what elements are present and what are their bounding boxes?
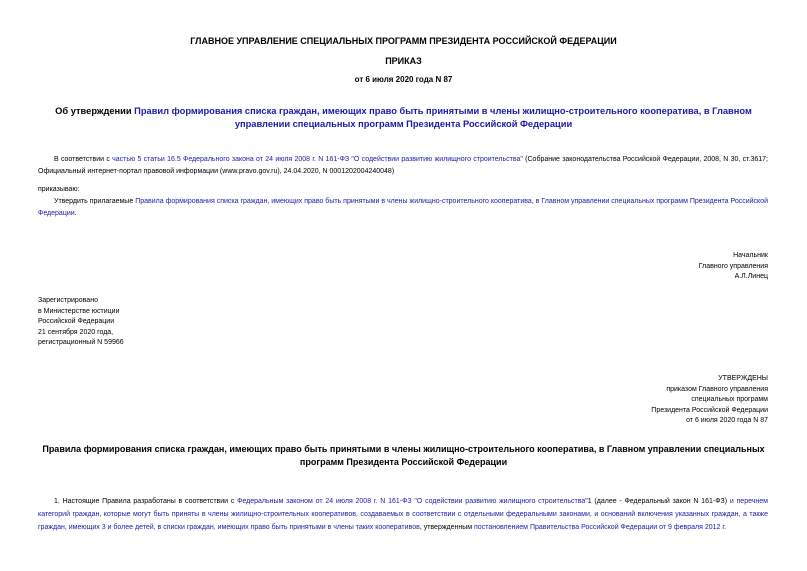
approve-text-2: .: [74, 209, 77, 217]
approval-line: от 6 июля 2020 года N 87: [686, 417, 768, 424]
title-rules-link[interactable]: Правил формирования списка граждан, имеющих право быть принятыми в члены жилищно-строительного кооператива, в Главном управлении специальных программ Президента Российской Федерации: [134, 106, 752, 129]
approval-line: приказом Главного управления: [666, 385, 768, 393]
federal-law-link[interactable]: Федеральным законом от 24 июля 2008 г. N 161-ФЗ "О содействии развитию жилищного строительства": [237, 498, 588, 505]
document-title: [0, 105, 807, 131]
preamble-paragraph: [38, 154, 768, 177]
signature-block: [699, 251, 768, 283]
signature-name: А.Л.Линец: [734, 273, 768, 280]
registration-block: [38, 296, 124, 349]
approval-stamp: [651, 374, 768, 427]
doc-date-number: от 6 июля 2020 года N 87: [354, 75, 453, 84]
order-word: приказываю:: [38, 186, 80, 193]
approval-line: УТВЕРЖДЕНЫ: [718, 375, 768, 382]
rules-title: Правила формирования списка граждан, имеющих право быть принятыми в члены жилищно-строительного кооператива, в Главном управлении специальных программ Президента Российской Федерации: [42, 444, 765, 467]
doc-type-heading: ПРИКАЗ: [385, 56, 422, 66]
org-heading: ГЛАВНОЕ УПРАВЛЕНИЕ СПЕЦИАЛЬНЫХ ПРОГРАММ ПРЕЗИДЕНТА РОССИЙСКОЙ ФЕДЕРАЦИИ: [190, 36, 617, 46]
signature-position: Начальник: [733, 252, 768, 259]
government-decree-link[interactable]: постановлением Правительства Российской Федерации от 9 февраля 2012 г.: [474, 524, 727, 531]
approve-text-1: Утвердить прилагаемые: [54, 198, 136, 205]
categories-list-link[interactable]: и перечнем категорий граждан, которые могут быть приняты в члены жилищно-строительных кооперативов, создаваемых в соответствии с отдельными федеральными законами, и оснований включения указанных граждан, а также граждан, имеющих 3 и более детей, в списки граждан, имеющих право быть принятыми в члены таких кооперативов: [38, 498, 768, 531]
registration-line: Российской Федерации: [38, 318, 115, 325]
registration-line: в Министерстве юстиции: [38, 307, 120, 315]
rules-paragraph-1: [38, 495, 768, 534]
preamble-text-2: (Собрание законодательства Российской Федерации, 2008, N 30, ст.3617; Официальный интернет-портал правовой информации (www.pravo.gov.ru), 24.04.2020, N 0001202004240048): [38, 156, 768, 175]
rules-text-1: 1. Настоящие Правила разработаны в соответствии с: [54, 498, 238, 505]
rules-text-3: , утвержденным: [419, 524, 475, 531]
registration-number: регистрационный N 59966: [38, 339, 124, 346]
signature-department: Главного управления: [698, 262, 768, 270]
law-article-link[interactable]: частью 5 статьи 16.5 Федерального закона от 24 июля 2008 г. N 161-ФЗ "О содействии развитию жилищного строительства": [112, 156, 523, 163]
approve-paragraph: [38, 196, 768, 219]
registration-date: 21 сентября 2020 года,: [38, 328, 114, 336]
approval-line: Президента Российской Федерации: [651, 406, 768, 414]
rules-text-2: 1 (далее - Федеральный закон N 161-ФЗ): [587, 498, 730, 505]
title-prefix: Об утверждении: [55, 106, 135, 116]
registration-line: Зарегистрировано: [38, 297, 98, 304]
rules-link[interactable]: Правила формирования списка граждан, имеющих право быть принятыми в члены жилищно-строительного кооператива, в Главном управлении специальных программ Президента Российской Федерации: [38, 198, 768, 217]
preamble-text-1: В соответствии с: [54, 156, 113, 163]
approval-line: специальных программ: [691, 396, 768, 403]
